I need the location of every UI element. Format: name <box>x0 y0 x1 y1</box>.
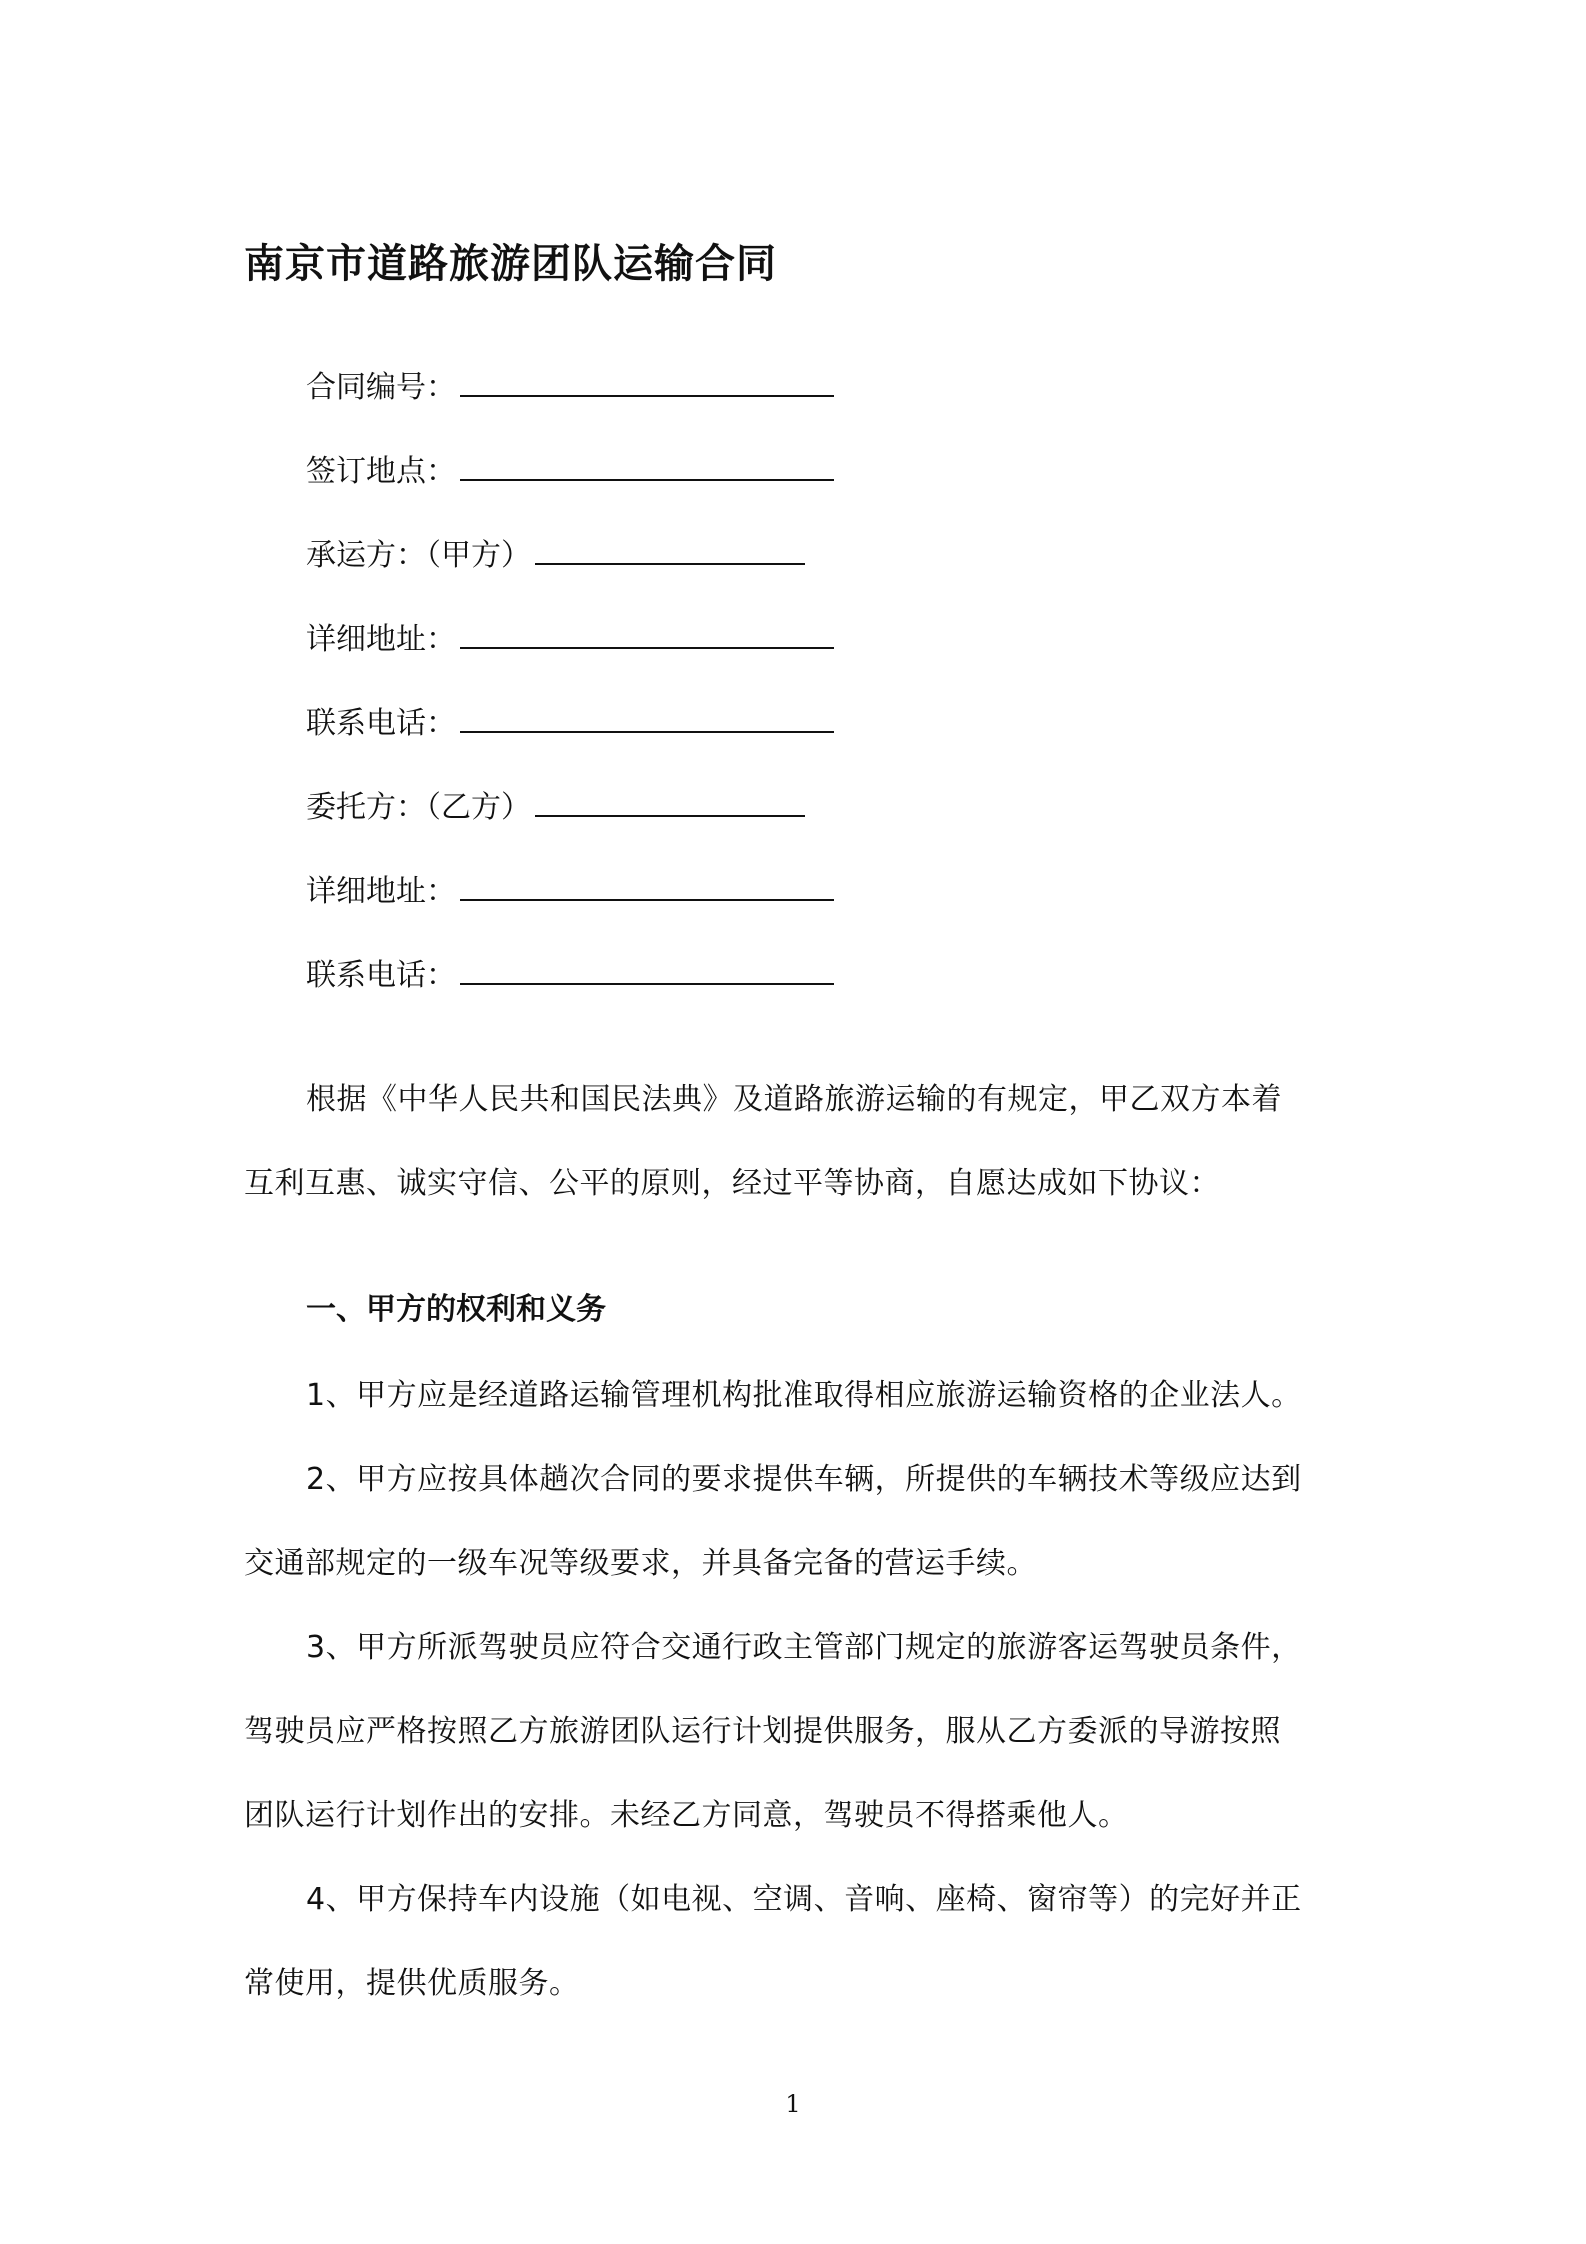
clause-2-line-2: 交通部规定的一级车况等级要求，并具备完备的营运手续。 <box>244 1546 1037 1581</box>
clause-3-line-2: 驾驶员应严格按照乙方旅游团队运行计划提供服务，服从乙方委派的导游按照 <box>244 1714 1281 1749</box>
clause-3-line-3: 团队运行计划作出的安排。未经乙方同意，驾驶员不得搭乘他人。 <box>244 1798 1129 1833</box>
field-contract-number <box>306 362 834 406</box>
field-address-b <box>306 866 834 910</box>
field-label: 承运方：（甲方） <box>306 538 531 573</box>
page-number: 1 <box>785 2090 801 2118</box>
field-label: 联系电话： <box>306 706 456 741</box>
field-label: 详细地址： <box>306 622 456 657</box>
field-label: 合同编号： <box>306 370 456 405</box>
field-address-a <box>306 614 834 658</box>
clause-2-line-1: 2、甲方应按具体趟次合同的要求提供车辆，所提供的车辆技术等级应达到 <box>306 1462 1302 1497</box>
field-label: 委托方：（乙方） <box>306 790 531 825</box>
blank-line <box>535 811 805 817</box>
blank-line <box>460 475 834 481</box>
field-phone-b <box>306 950 834 994</box>
field-client-party-b <box>306 782 805 826</box>
intro-line-1: 根据《中华人民共和国民法典》及道路旅游运输的有规定，甲乙双方本着 <box>306 1082 1282 1117</box>
field-carrier-party-a <box>306 530 805 574</box>
clause-4-line-1: 4、甲方保持车内设施（如电视、空调、音响、座椅、窗帘等）的完好并正 <box>306 1882 1302 1917</box>
blank-line <box>460 391 834 397</box>
blank-line <box>535 559 805 565</box>
blank-line <box>460 643 834 649</box>
field-label: 详细地址： <box>306 874 456 909</box>
intro-line-2: 互利互惠、诚实守信、公平的原则，经过平等协商，自愿达成如下协议： <box>244 1166 1220 1201</box>
blank-line <box>460 979 834 985</box>
field-label: 签订地点： <box>306 454 456 489</box>
document-title: 南京市道路旅游团队运输合同 <box>244 241 777 287</box>
blank-line <box>460 727 834 733</box>
section-heading: 一、甲方的权利和义务 <box>306 1292 606 1327</box>
field-signing-place <box>306 446 834 490</box>
clause-1-line-1: 1、甲方应是经道路运输管理机构批准取得相应旅游运输资格的企业法人。 <box>306 1378 1302 1413</box>
blank-line <box>460 895 834 901</box>
field-label: 联系电话： <box>306 958 456 993</box>
clause-4-line-2: 常使用，提供优质服务。 <box>244 1966 580 2001</box>
clause-3-line-1: 3、甲方所派驾驶员应符合交通行政主管部门规定的旅游客运驾驶员条件， <box>306 1630 1302 1665</box>
field-phone-a <box>306 698 834 742</box>
